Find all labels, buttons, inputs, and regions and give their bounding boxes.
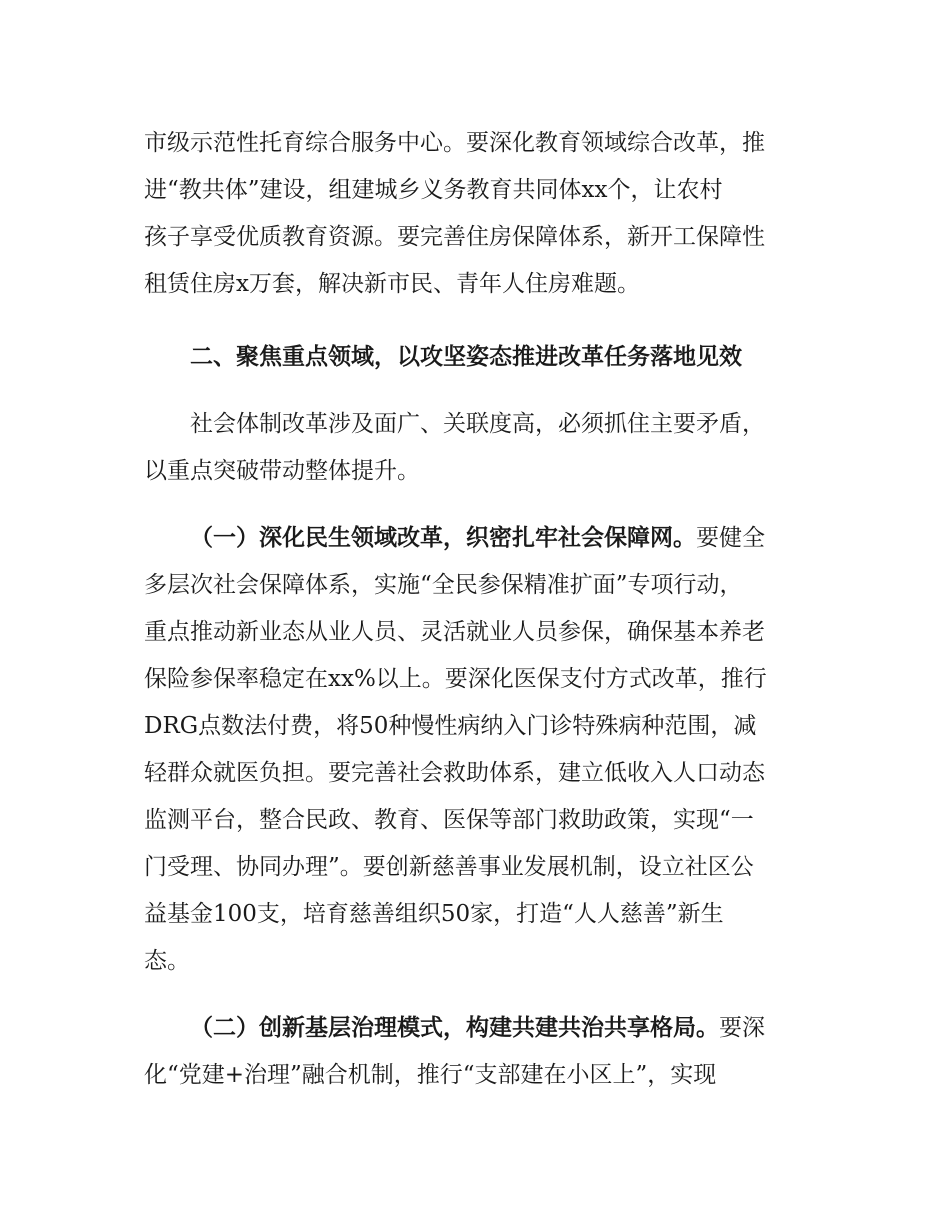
paragraph-4-line-1 [190, 1013, 765, 1043]
paragraph-3-line-6: 轻群众就医负担。要完善社会救助体系，建立低收入人口动态 [144, 760, 765, 786]
paragraph-3-line-5: DRG点数法付费，将50种慢性病纳入门诊特殊病种范围，减 [144, 713, 757, 739]
paragraph-1-line-1: 市级示范性托育综合服务中心。要深化教育领域综合改革，推 [144, 130, 765, 156]
paragraph-3-line-1 [190, 523, 765, 553]
paragraph-3-line-2: 多层次社会保障体系，实施“全民参保精准扩面”专项行动， [144, 572, 743, 598]
paragraph-3-lead-text: 要健全 [696, 525, 765, 551]
paragraph-4-lead-heading: （二）创新基层治理模式，构建共建共治共享格局。 [190, 1015, 719, 1041]
paragraph-3-line-8: 门受理、协同办理”。要创新慈善事业发展机制，设立社区公 [144, 854, 754, 880]
paragraph-4-lead-text: 要深 [719, 1015, 765, 1041]
paragraph-1-line-3: 孩子享受优质教育资源。要完善住房保障体系，新开工保障性 [144, 224, 765, 250]
paragraph-1-line-4: 租赁住房x万套，解决新市民、青年人住房难题。 [144, 271, 640, 297]
paragraph-4-line-2: 化“党建+治理”融合机制，推行“支部建在小区上”，实现 [144, 1062, 717, 1088]
paragraph-3-lead-heading: （一）深化民生领域改革，织密扎牢社会保障网。 [190, 525, 696, 551]
paragraph-3-line-7: 监测平台，整合民政、教育、医保等部门救助政策，实现“一 [144, 807, 754, 833]
paragraph-3-line-9: 益基金100支，培育慈善组织50家，打造“人人慈善”新生 [144, 901, 724, 927]
paragraph-3-line-3: 重点推动新业态从业人员、灵活就业人员参保，确保基本养老 [144, 619, 765, 645]
paragraph-2-line-2: 以重点突破带动整体提升。 [144, 458, 420, 484]
paragraph-3-line-4: 保险参保率稳定在xx%以上。要深化医保支付方式改革，推行 [144, 666, 767, 692]
paragraph-1-line-2: 进“教共体”建设，组建城乡义务教育共同体xx个，让农村 [144, 177, 723, 203]
paragraph-2-line-1: 社会体制改革涉及面广、关联度高，必须抓住主要矛盾， [190, 411, 765, 437]
paragraph-3-line-10: 态。 [144, 948, 190, 974]
section-heading: 二、聚焦重点领域，以攻坚姿态推进改革任务落地见效 [190, 344, 742, 370]
